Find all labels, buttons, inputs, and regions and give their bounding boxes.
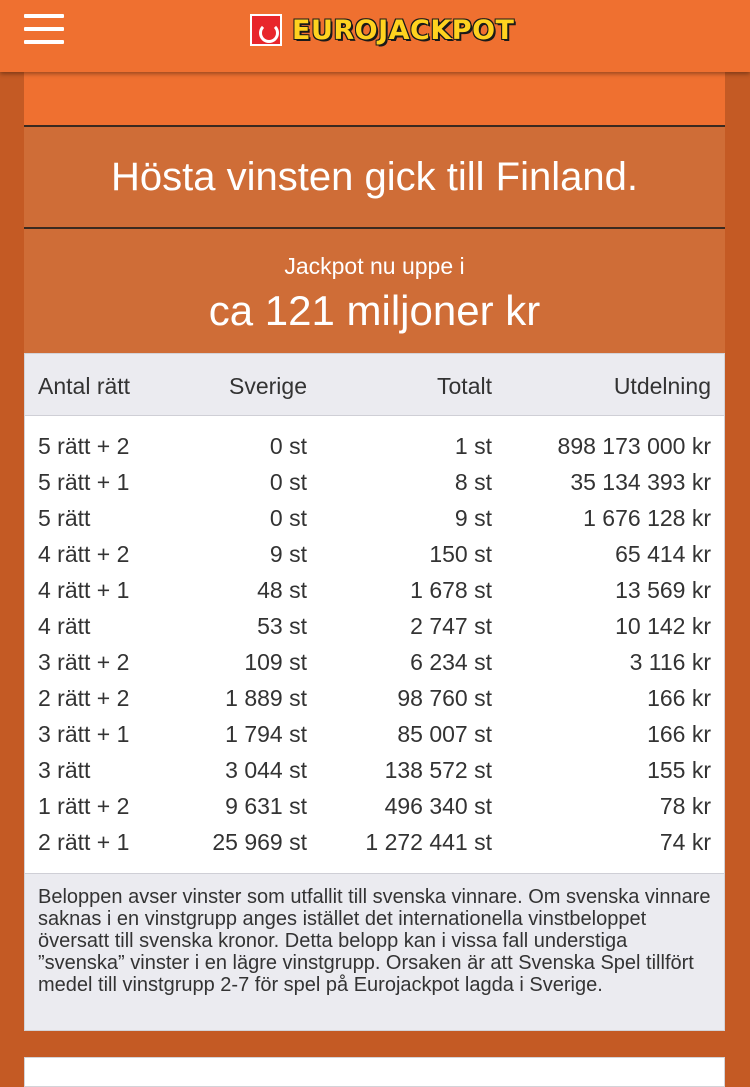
cell-sverige: 0 st [269, 469, 307, 495]
cell-antal-ratt: 4 rätt + 1 [38, 577, 130, 603]
prize-table-header [25, 354, 724, 416]
svenska-spel-logo-icon [250, 14, 282, 46]
table-row [25, 718, 724, 754]
cell-antal-ratt: 2 rätt + 1 [38, 829, 130, 855]
hamburger-menu-icon[interactable] [24, 14, 64, 46]
cell-antal-ratt: 4 rätt + 2 [38, 541, 130, 567]
table-row [25, 610, 724, 646]
cell-sverige: 1 889 st [225, 685, 307, 711]
cell-utdelning: 78 kr [659, 793, 711, 819]
cell-antal-ratt: 5 rätt [38, 505, 91, 531]
cell-utdelning: 35 134 393 kr [570, 469, 711, 495]
column-header-utdelning: Utdelning [613, 373, 711, 399]
winner-banner [24, 127, 725, 227]
cell-utdelning: 166 kr [647, 721, 711, 747]
cell-antal-ratt: 5 rätt + 2 [38, 433, 130, 459]
cell-antal-ratt: 3 rätt + 1 [38, 721, 130, 747]
cell-utdelning: 3 116 kr [629, 649, 711, 675]
cell-sverige: 0 st [269, 433, 307, 459]
table-row [25, 682, 724, 718]
next-card [24, 1057, 725, 1087]
table-row [25, 574, 724, 610]
cell-utdelning: 166 kr [647, 685, 711, 711]
table-row [25, 430, 724, 466]
winner-headline: Hösta vinsten gick till Finland. [111, 154, 638, 199]
cell-totalt: 2 747 st [410, 613, 492, 639]
cell-antal-ratt: 3 rätt + 2 [38, 649, 130, 675]
cell-utdelning: 898 173 000 kr [557, 433, 711, 459]
cell-totalt: 9 st [454, 505, 492, 531]
table-row [25, 502, 724, 538]
cell-utdelning: 1 676 128 kr [583, 505, 711, 531]
jackpot-banner [24, 229, 725, 353]
cell-sverige: 53 st [257, 613, 307, 639]
jackpot-label: Jackpot nu uppe i [284, 253, 465, 279]
logo-text: EUROJACKPOT [292, 14, 515, 46]
table-row [25, 646, 724, 682]
jackpot-amount: ca 121 miljoner kr [208, 287, 541, 334]
cell-utdelning: 74 kr [659, 829, 711, 855]
cell-antal-ratt: 2 rätt + 2 [38, 685, 130, 711]
cell-sverige: 1 794 st [225, 721, 307, 747]
cell-totalt: 85 007 st [397, 721, 492, 747]
cell-sverige: 25 969 st [212, 829, 307, 855]
cell-totalt: 138 572 st [384, 757, 492, 783]
prize-table-card [24, 353, 725, 1031]
cell-totalt: 98 760 st [397, 685, 492, 711]
cell-sverige: 3 044 st [225, 757, 307, 783]
table-row [25, 754, 724, 790]
eurojackpot-logo[interactable] [250, 12, 518, 48]
cell-totalt: 1 272 441 st [365, 829, 492, 855]
cell-utdelning: 13 569 kr [615, 577, 711, 603]
cell-sverige: 0 st [269, 505, 307, 531]
cell-sverige: 48 st [257, 577, 307, 603]
cell-antal-ratt: 5 rätt + 1 [38, 469, 130, 495]
column-header-antal-ratt: Antal rätt [38, 373, 131, 399]
cell-antal-ratt: 4 rätt [38, 613, 91, 639]
cell-sverige: 9 631 st [225, 793, 307, 819]
prize-footnote: Beloppen avser vinster som utfallit till svenska vinnare. Om svenska vinnare saknas i en vinstgrupp anges istället det internationella vinstbeloppet översatt till svenska kronor. Detta belopp kan i vissa fall understiga ”svenska” vinster i en lägre vinstgrupp. Orsaken är att Svenska Spel tillfört medel till vinstgrupp 2-7 för spel på Eurojackpot lagda i Sverige. [25, 873, 724, 1030]
table-row [25, 538, 724, 574]
cell-utdelning: 10 142 kr [615, 613, 711, 639]
table-row [25, 466, 724, 502]
cell-sverige: 109 st [244, 649, 307, 675]
table-row [25, 790, 724, 826]
cell-totalt: 8 st [454, 469, 492, 495]
cell-totalt: 150 st [429, 541, 492, 567]
cell-totalt: 6 234 st [410, 649, 492, 675]
cell-utdelning: 155 kr [647, 757, 711, 783]
orange-strip [24, 72, 725, 125]
cell-antal-ratt: 3 rätt [38, 757, 91, 783]
column-header-totalt: Totalt [437, 373, 492, 399]
column-header-sverige: Sverige [229, 373, 307, 399]
cell-totalt: 1 678 st [410, 577, 492, 603]
top-app-bar [0, 0, 750, 72]
table-row [25, 826, 724, 862]
cell-antal-ratt: 1 rätt + 2 [38, 793, 130, 819]
cell-utdelning: 65 414 kr [615, 541, 711, 567]
cell-sverige: 9 st [269, 541, 307, 567]
cell-totalt: 496 340 st [384, 793, 492, 819]
prize-table-body [25, 430, 724, 862]
cell-totalt: 1 st [454, 433, 492, 459]
